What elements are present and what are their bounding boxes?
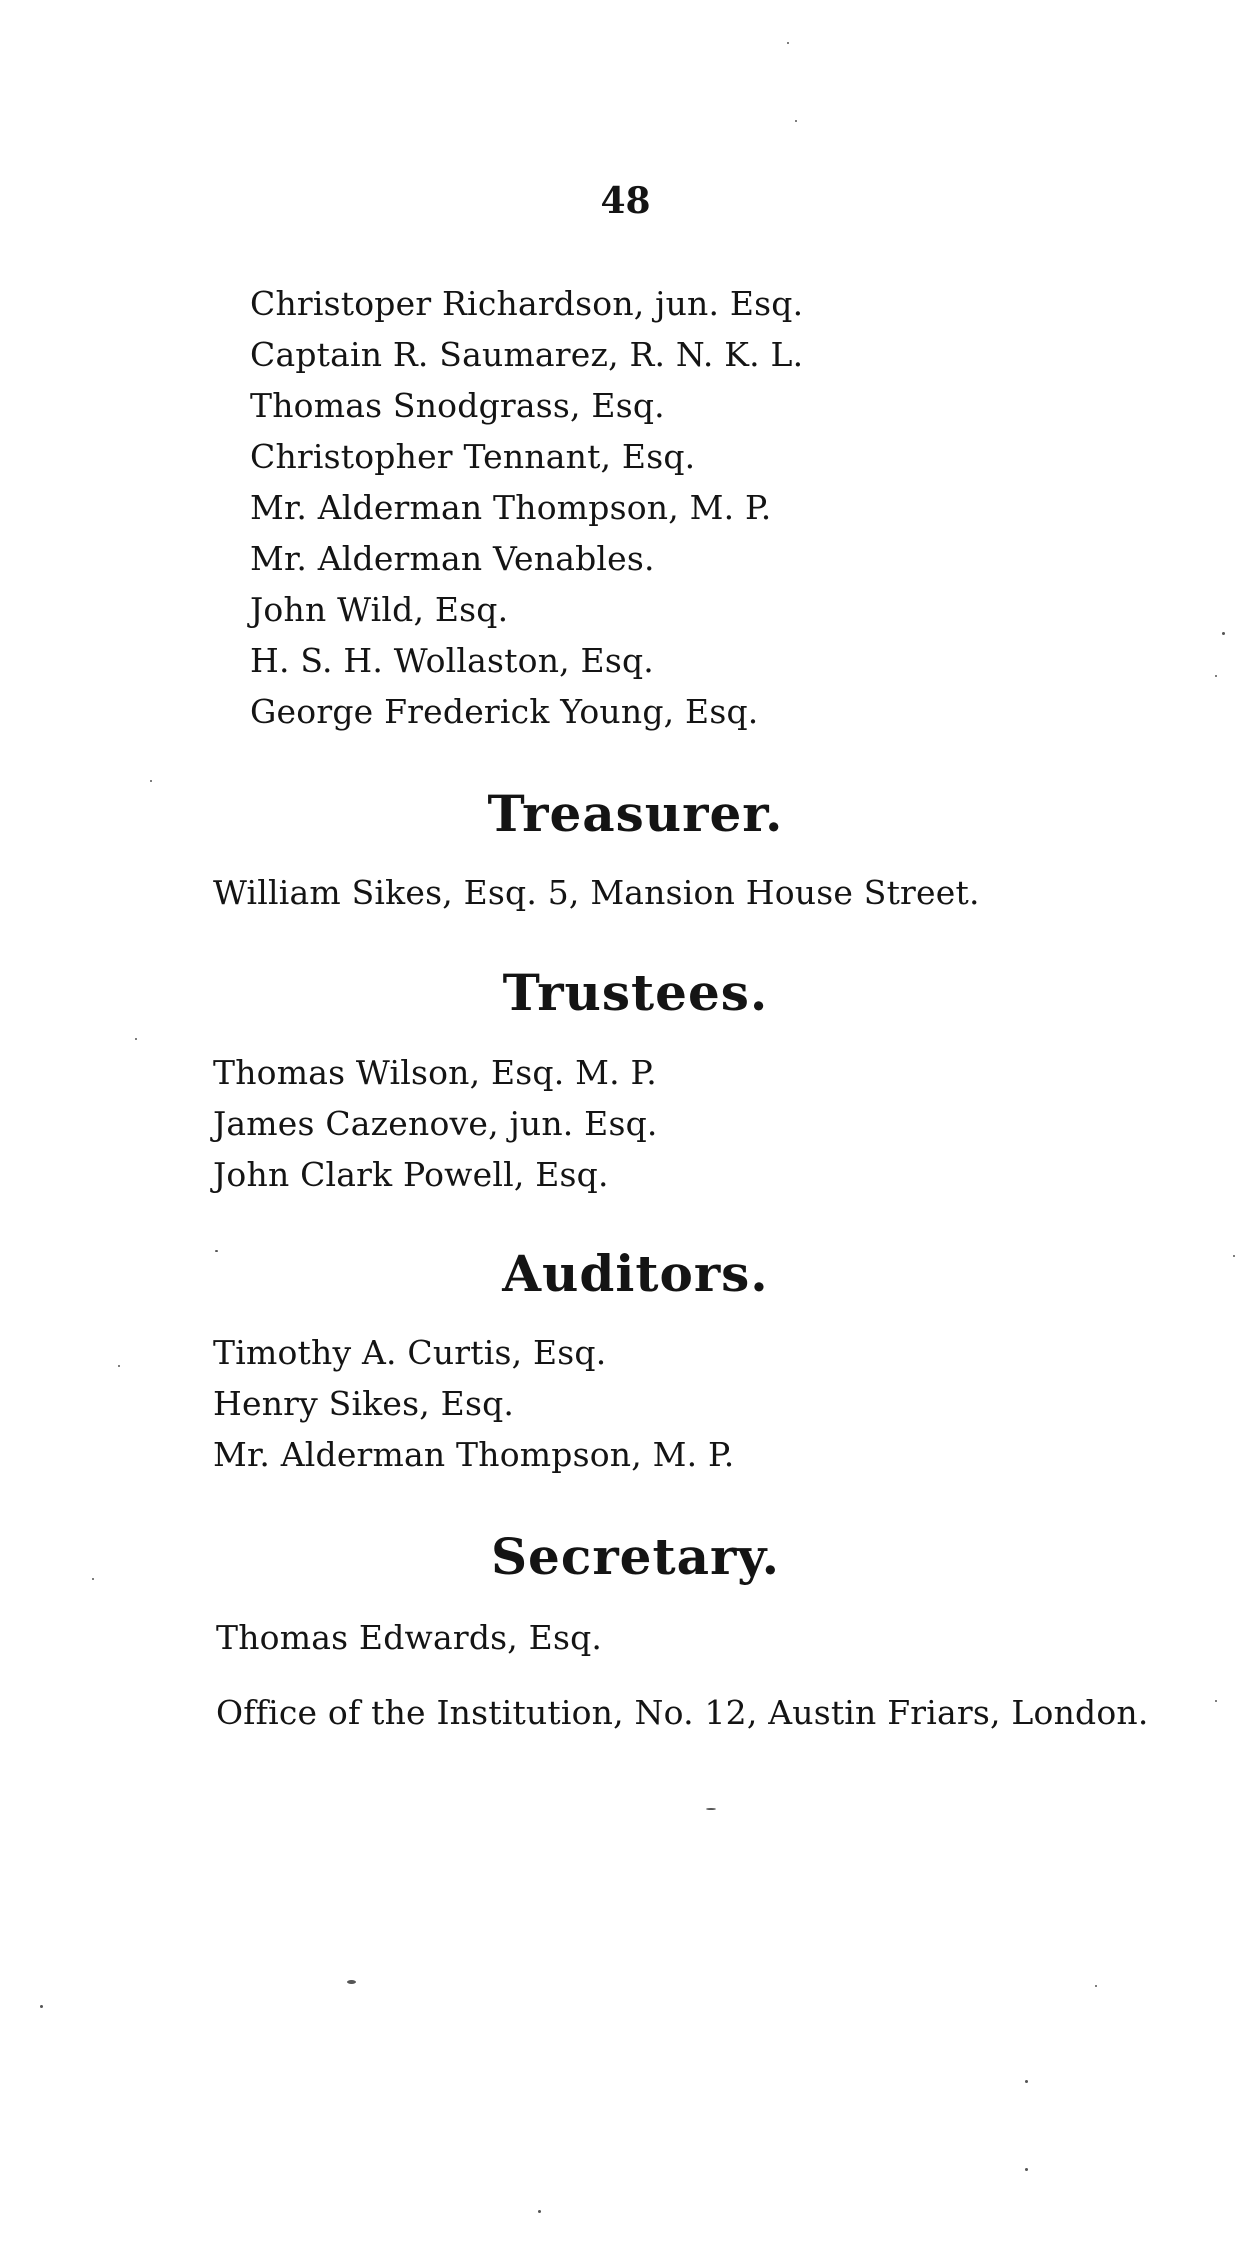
committee-member: Christopher Tennant, Esq. <box>250 437 696 476</box>
treasurer-heading: Treasurer. <box>487 784 784 843</box>
paper-speck <box>1215 675 1217 677</box>
auditor-name: Timothy A. Curtis, Esq. <box>213 1333 607 1372</box>
committee-member: John Wild, Esq. <box>250 590 509 629</box>
auditors-heading: Auditors. <box>502 1244 769 1303</box>
trustee-name: John Clark Powell, Esq. <box>213 1155 609 1194</box>
paper-speck <box>787 42 789 44</box>
page-number: 48 <box>600 180 651 222</box>
committee-member: Thomas Snodgrass, Esq. <box>250 386 665 425</box>
paper-speck <box>1025 2080 1028 2083</box>
paper-speck <box>795 120 797 122</box>
trustees-heading: Trustees. <box>502 963 769 1022</box>
paper-speck <box>135 1038 137 1040</box>
paper-speck <box>118 1365 120 1367</box>
paper-speck <box>347 1980 356 1984</box>
secretary-name: Thomas Edwards, Esq. <box>216 1618 603 1657</box>
committee-member: Christoper Richardson, jun. Esq. <box>250 284 804 323</box>
office-address: Office of the Institution, No. 12, Austin Friars, London. <box>216 1693 1149 1732</box>
paper-speck <box>92 1578 94 1580</box>
paper-speck <box>1025 2168 1028 2171</box>
paper-speck <box>1095 1985 1097 1987</box>
trustee-name: James Cazenove, jun. Esq. <box>213 1104 658 1143</box>
committee-member: Mr. Alderman Venables. <box>250 539 655 578</box>
paper-speck <box>1215 1700 1217 1702</box>
auditor-name: Mr. Alderman Thompson, M. P. <box>213 1435 735 1474</box>
auditor-name: Henry Sikes, Esq. <box>213 1384 515 1423</box>
committee-member: Mr. Alderman Thompson, M. P. <box>250 488 772 527</box>
committee-member: Captain R. Saumarez, R. N. K. L. <box>250 335 804 374</box>
paper-speck <box>40 2005 43 2008</box>
paper-speck <box>1222 632 1225 635</box>
paper-speck <box>538 2210 541 2213</box>
trustee-name: Thomas Wilson, Esq. M. P. <box>213 1053 657 1092</box>
committee-member: H. S. H. Wollaston, Esq. <box>250 641 654 680</box>
committee-member: George Frederick Young, Esq. <box>250 692 759 731</box>
paper-speck <box>1233 1255 1235 1257</box>
paper-speck <box>150 780 152 782</box>
paper-speck <box>706 1808 716 1810</box>
treasurer-name: William Sikes, Esq. 5, Mansion House Street. <box>213 873 980 912</box>
paper-speck <box>215 1250 218 1252</box>
secretary-heading: Secretary. <box>490 1527 781 1586</box>
